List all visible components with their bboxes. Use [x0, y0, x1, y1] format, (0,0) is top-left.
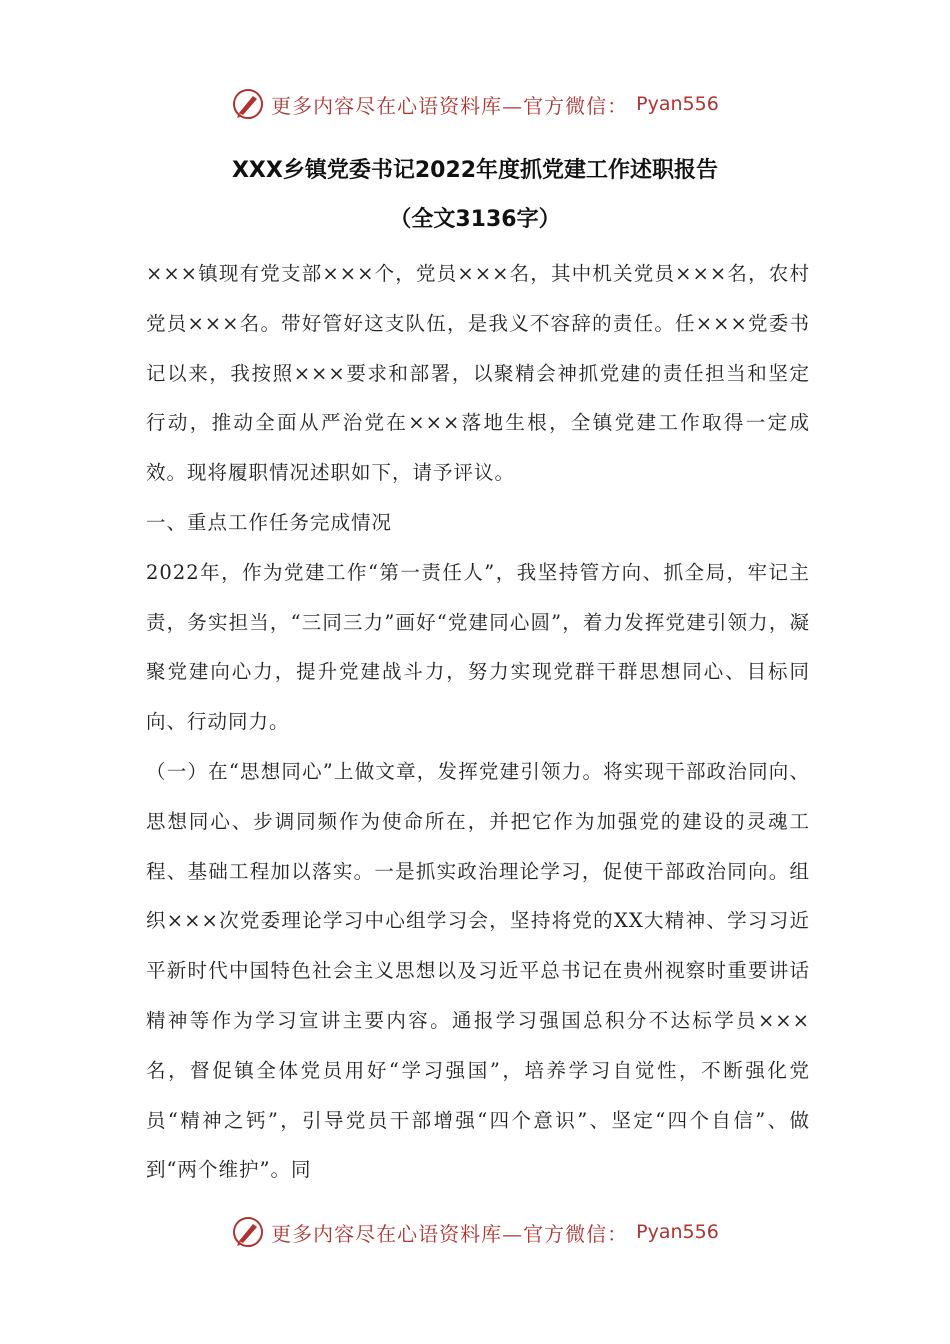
paragraph-subsection-1: （一）在“思想同心”上做文章，发挥党建引领力。将实现干部政治同向、思想同心、步调同频作为使命所在，并把它作为加强党的建设的灵魂工程、基础工程加以落实。一是抓实政治理论学习，促使干部政治同向。组织×××次党委理论学习中心组学习会，坚持将党的XX大精神、学习习近平新时代中国特色社会主义思想以及习近平总书记在贵州视察时重要讲话精神等作为学习宣讲主要内容。通报学习强国总积分不达标学员×××名，督促镇全体党员用好“学习强国”，培养学习自觉性，不断强化党员“精神之钙”，引导党员干部增强“四个意识”、坚定“四个自信”、做到“两个维护”。同 [146, 759, 810, 1182]
banner-wechat-id: Pyan556 [636, 93, 719, 115]
pen-circle-icon [231, 1215, 265, 1249]
pen-circle-icon [231, 87, 265, 121]
document-title: XXX乡镇党委书记2022年度抓党建工作述职报告 [231, 158, 719, 183]
paragraph-summary: 2022年，作为党建工作“第一责任人”，我坚持管方向、抓全局，牢记主责，务实担当，“三同三力”画好“党建同心圆”，着力发挥党建引领力，凝聚党建向心力，提升党建战斗力，努力实现党群干群思想同心、目标同向、行动同力。 [146, 560, 810, 734]
banner-text: 更多内容尽在心语资料库—官方微信： [271, 93, 629, 118]
paragraph-intro: ×××镇现有党支部×××个，党员×××名，其中机关党员×××名，农村党员×××名。带好管好这支队伍，是我义不容辞的责任。任×××党委书记以来，我按照×××要求和部署，以聚精会神抓党建的责任担当和坚定行动，推动全面从严治党在×××落地生根，全镇党建工作取得一定成效。现将履职情况述职如下，请予评议。 [146, 262, 810, 485]
document-body [146, 249, 810, 1195]
section-heading: 一、重点工作任务完成情况 [146, 510, 393, 534]
document-subtitle: （全文3136字） [389, 207, 561, 232]
header-watermark-banner [0, 84, 950, 124]
footer-watermark-banner [0, 1212, 950, 1252]
banner-text: 更多内容尽在心语资料库—官方微信： [271, 1221, 629, 1246]
banner-wechat-id: Pyan556 [636, 1221, 719, 1243]
